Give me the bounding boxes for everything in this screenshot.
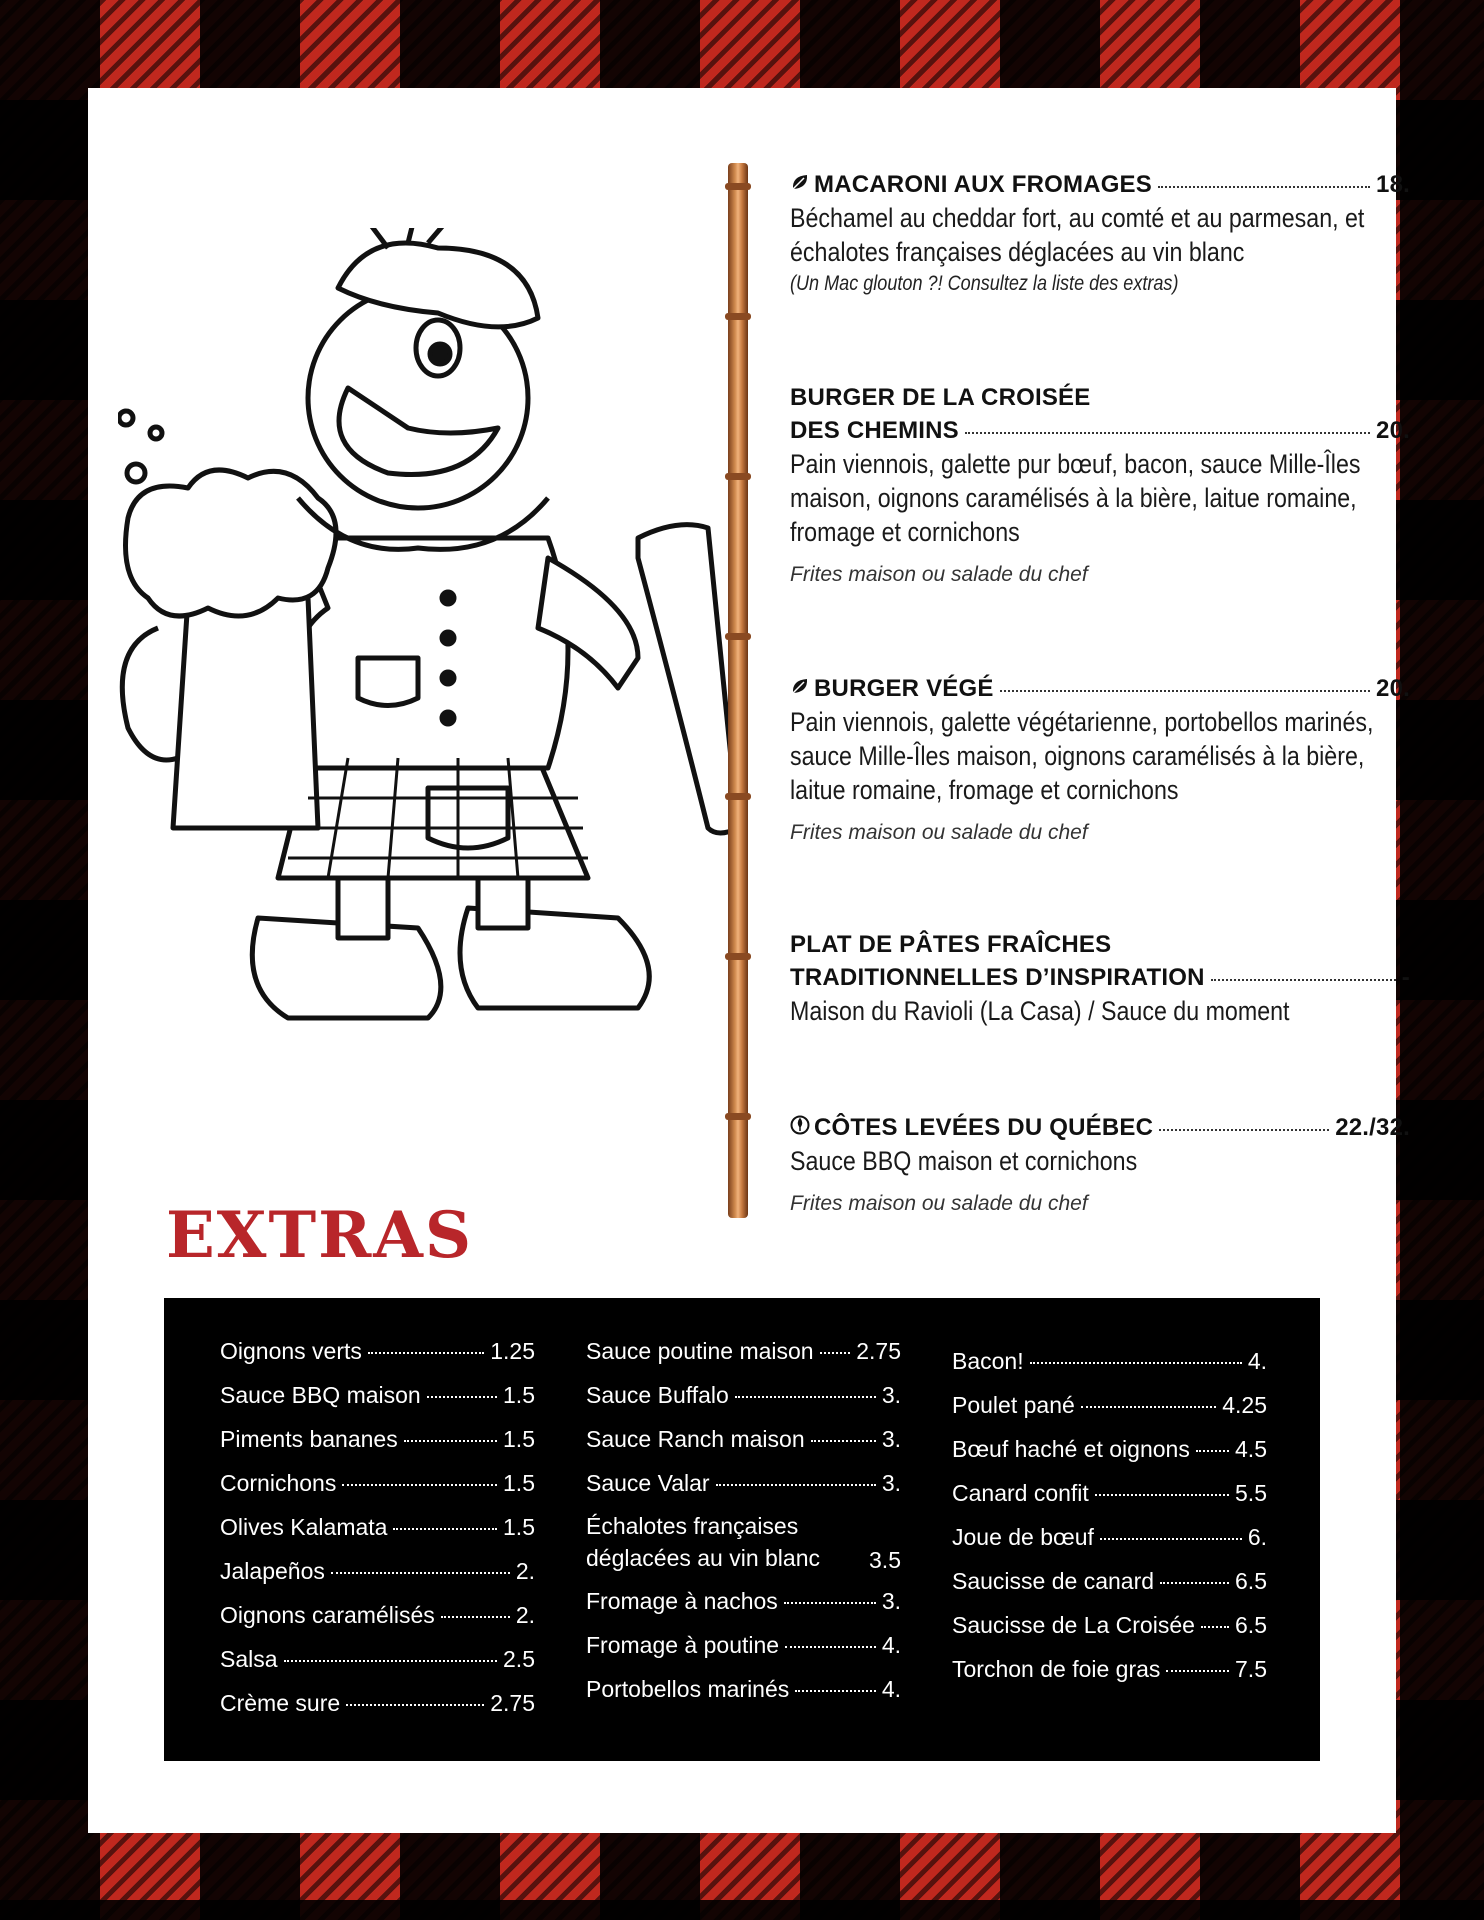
extras-item-name: Sauce BBQ maison: [220, 1382, 421, 1408]
extras-item-price: 3.: [881, 1588, 901, 1614]
extras-item-price: 2.: [515, 1558, 535, 1584]
extras-item-price: 1.5: [503, 1382, 535, 1408]
extras-item-name: Crème sure: [220, 1690, 341, 1716]
extras-item-name: Oignons verts: [220, 1338, 362, 1364]
menu-item-cotes-levees: [790, 1111, 1410, 1216]
dot-leader: [1166, 1670, 1229, 1672]
extras-row: [220, 1602, 535, 1646]
item-description: Pain viennois, galette pur bœuf, bacon, sauce Mille-Îles maison, oignons caramélisés à la bière, laitue romaine, fromage et cornichons: [790, 449, 1361, 547]
dot-leader: [427, 1396, 497, 1398]
dot-leader: [735, 1396, 876, 1398]
item-side: Frites maison ou salade du chef: [790, 821, 1088, 844]
dot-leader: [795, 1690, 876, 1692]
extras-item-price: 6.5: [1235, 1612, 1267, 1638]
extras-row: [220, 1646, 535, 1690]
extras-row: [586, 1588, 901, 1632]
extras-item-name: Torchon de foie gras: [952, 1656, 1161, 1682]
extras-item-name: Jalapeños: [220, 1558, 325, 1584]
dot-leader: [404, 1440, 497, 1442]
item-price: 22./32.: [1335, 1114, 1410, 1141]
dot-leader: [785, 1646, 876, 1648]
dot-leader: [284, 1660, 497, 1662]
item-name-line1: PLAT DE PÂTES FRAÎCHES: [790, 931, 1112, 958]
item-name-line1: BURGER DE LA CROISÉE: [790, 384, 1091, 411]
extras-row: [220, 1426, 535, 1470]
extras-item-price: 6.: [1247, 1524, 1267, 1550]
extras-item-price: 7.5: [1235, 1656, 1267, 1682]
extras-item-name: Oignons caramélisés: [220, 1602, 435, 1628]
extras-item-name: Saucisse de canard: [952, 1568, 1155, 1594]
item-description: Sauce BBQ maison et cornichons: [790, 1146, 1138, 1176]
extras-item-name: Sauce Buffalo: [586, 1382, 729, 1408]
item-price: -: [1401, 964, 1410, 991]
extras-row: [220, 1558, 535, 1602]
extras-item-price: 2.: [515, 1602, 535, 1628]
extras-item-name: Bacon!: [952, 1348, 1024, 1374]
extras-row: [586, 1514, 901, 1588]
dot-leader: [1196, 1450, 1229, 1452]
extras-item-name: Fromage à poutine: [586, 1632, 780, 1658]
dot-leader: [1201, 1626, 1229, 1628]
extras-column-1: [220, 1338, 535, 1734]
extras-item-price: 1.5: [503, 1514, 535, 1540]
extras-row: [952, 1656, 1267, 1700]
item-side: Frites maison ou salade du chef: [790, 1192, 1088, 1215]
extras-row: [586, 1426, 901, 1470]
dot-leader: [1095, 1494, 1229, 1496]
extras-row: [220, 1514, 535, 1558]
item-note: (Un Mac glouton ?! Consultez la liste des extras): [790, 272, 1179, 295]
dot-leader: [441, 1616, 510, 1618]
extras-item-name: Joue de bœuf: [952, 1524, 1094, 1550]
extras-item-name: Olives Kalamata: [220, 1514, 388, 1540]
extras-row: [952, 1392, 1267, 1436]
extras-item-price: 3.: [881, 1382, 901, 1408]
extras-row: [220, 1338, 535, 1382]
extras-item-price: 5.5: [1235, 1480, 1267, 1506]
decorative-pole: [728, 163, 748, 1218]
extras-column-3: [952, 1348, 1267, 1700]
extras-item-price: 4.25: [1222, 1392, 1267, 1418]
extras-row: [952, 1612, 1267, 1656]
dot-leader: [716, 1484, 876, 1486]
menu-item-pates: [790, 928, 1410, 1028]
extras-item-name: Cornichons: [220, 1470, 337, 1496]
dot-leader: [331, 1572, 510, 1574]
dot-leader: [965, 432, 1370, 434]
item-name: BURGER VÉGÉ: [814, 675, 994, 702]
leaf-icon: [790, 672, 810, 692]
extras-row: [586, 1676, 901, 1720]
extras-item-price: 4.: [881, 1632, 901, 1658]
extras-item-name: Portobellos marinés: [586, 1676, 790, 1702]
menu-page: [88, 88, 1410, 1833]
item-price: 20.: [1376, 675, 1410, 702]
extras-item-price: 4.: [1247, 1348, 1267, 1374]
extras-row: [952, 1568, 1267, 1612]
dot-leader: [811, 1440, 876, 1442]
item-name: MACARONI AUX FROMAGES: [814, 171, 1152, 198]
extras-item-price: 2.75: [856, 1338, 901, 1364]
item-side: Frites maison ou salade du chef: [790, 563, 1088, 586]
extras-title: EXTRAS: [166, 1198, 474, 1273]
extras-item-price: 2.5: [503, 1646, 535, 1672]
extras-item-price: 4.: [881, 1676, 901, 1702]
extras-row: [220, 1382, 535, 1426]
extras-item-name: Piments bananes: [220, 1426, 398, 1452]
item-description: Pain viennois, galette végétarienne, portobellos marinés, sauce Mille-Îles maison, oignons caramélisés à la bière, laitue romaine, fromage et cornichons: [790, 707, 1374, 805]
dot-leader: [1160, 1582, 1229, 1584]
extras-item-name: Sauce Ranch maison: [586, 1426, 805, 1452]
extras-item-price: 2.75: [490, 1690, 535, 1716]
dot-leader: [346, 1704, 484, 1706]
extras-item-price: 1.5: [503, 1426, 535, 1452]
extras-item-name: Fromage à nachos: [586, 1588, 778, 1614]
extras-item-price: 1.25: [490, 1338, 535, 1364]
item-price: 18.: [1376, 171, 1410, 198]
extras-item-price: 1.5: [503, 1470, 535, 1496]
extras-item-price: 3.: [881, 1426, 901, 1452]
extras-row: [586, 1338, 901, 1382]
dot-leader: [342, 1484, 497, 1486]
extras-item-name: Sauce Valar: [586, 1470, 710, 1496]
dot-leader: [1030, 1362, 1242, 1364]
extras-item-price: 3.: [881, 1470, 901, 1496]
extras-row: [952, 1480, 1267, 1524]
extras-item-name: Bœuf haché et oignons: [952, 1436, 1190, 1462]
menu-item-burger-vege: [790, 672, 1410, 845]
extras-row: [952, 1348, 1267, 1392]
dot-leader: [393, 1528, 497, 1530]
extras-item-name: Saucisse de La Croisée: [952, 1612, 1195, 1638]
extras-item-price: 3.5: [869, 1547, 901, 1573]
extras-item-price: 4.5: [1235, 1436, 1267, 1462]
extras-item-name: Poulet pané: [952, 1392, 1075, 1418]
duck-mascot-illustration: [118, 228, 808, 1108]
item-name: CÔTES LEVÉES DU QUÉBEC: [814, 1114, 1154, 1141]
menu-item-burger-croisee: [790, 381, 1410, 587]
extras-row: [952, 1436, 1267, 1480]
leaf-icon: [790, 168, 810, 188]
extras-row: [586, 1632, 901, 1676]
dot-leader: [1081, 1406, 1216, 1408]
extras-row: [586, 1470, 901, 1514]
item-description: Béchamel au cheddar fort, au comté et au parmesan, et échalotes françaises déglacées au vin blanc: [790, 203, 1365, 267]
item-name-line2: TRADITIONNELLES D’INSPIRATION: [790, 964, 1205, 991]
extras-row: [586, 1382, 901, 1426]
extras-row: [220, 1690, 535, 1734]
item-price: 20.: [1376, 417, 1410, 444]
dot-leader: [784, 1602, 876, 1604]
extras-item-name: Échalotes françaises déglacées au vin blanc: [586, 1513, 820, 1571]
dot-leader: [1158, 186, 1370, 188]
dot-leader: [1159, 1129, 1329, 1131]
dot-leader: [1000, 690, 1370, 692]
gluten-free-icon: [790, 1111, 810, 1131]
menu-item-macaroni: [790, 168, 1410, 299]
extras-item-name: Canard confit: [952, 1480, 1089, 1506]
extras-row: [952, 1524, 1267, 1568]
item-description: Maison du Ravioli (La Casa) / Sauce du moment: [790, 996, 1290, 1026]
dot-leader: [1211, 979, 1396, 981]
extras-item-name: Salsa: [220, 1646, 278, 1672]
dot-leader: [1100, 1538, 1242, 1540]
extras-item-price: 6.5: [1235, 1568, 1267, 1594]
dot-leader: [820, 1352, 851, 1354]
extras-column-2: [586, 1338, 901, 1720]
extras-row: [220, 1470, 535, 1514]
extras-box: [164, 1298, 1320, 1761]
dot-leader: [368, 1352, 484, 1354]
extras-item-name: Sauce poutine maison: [586, 1338, 814, 1364]
item-name-line2: DES CHEMINS: [790, 417, 959, 444]
